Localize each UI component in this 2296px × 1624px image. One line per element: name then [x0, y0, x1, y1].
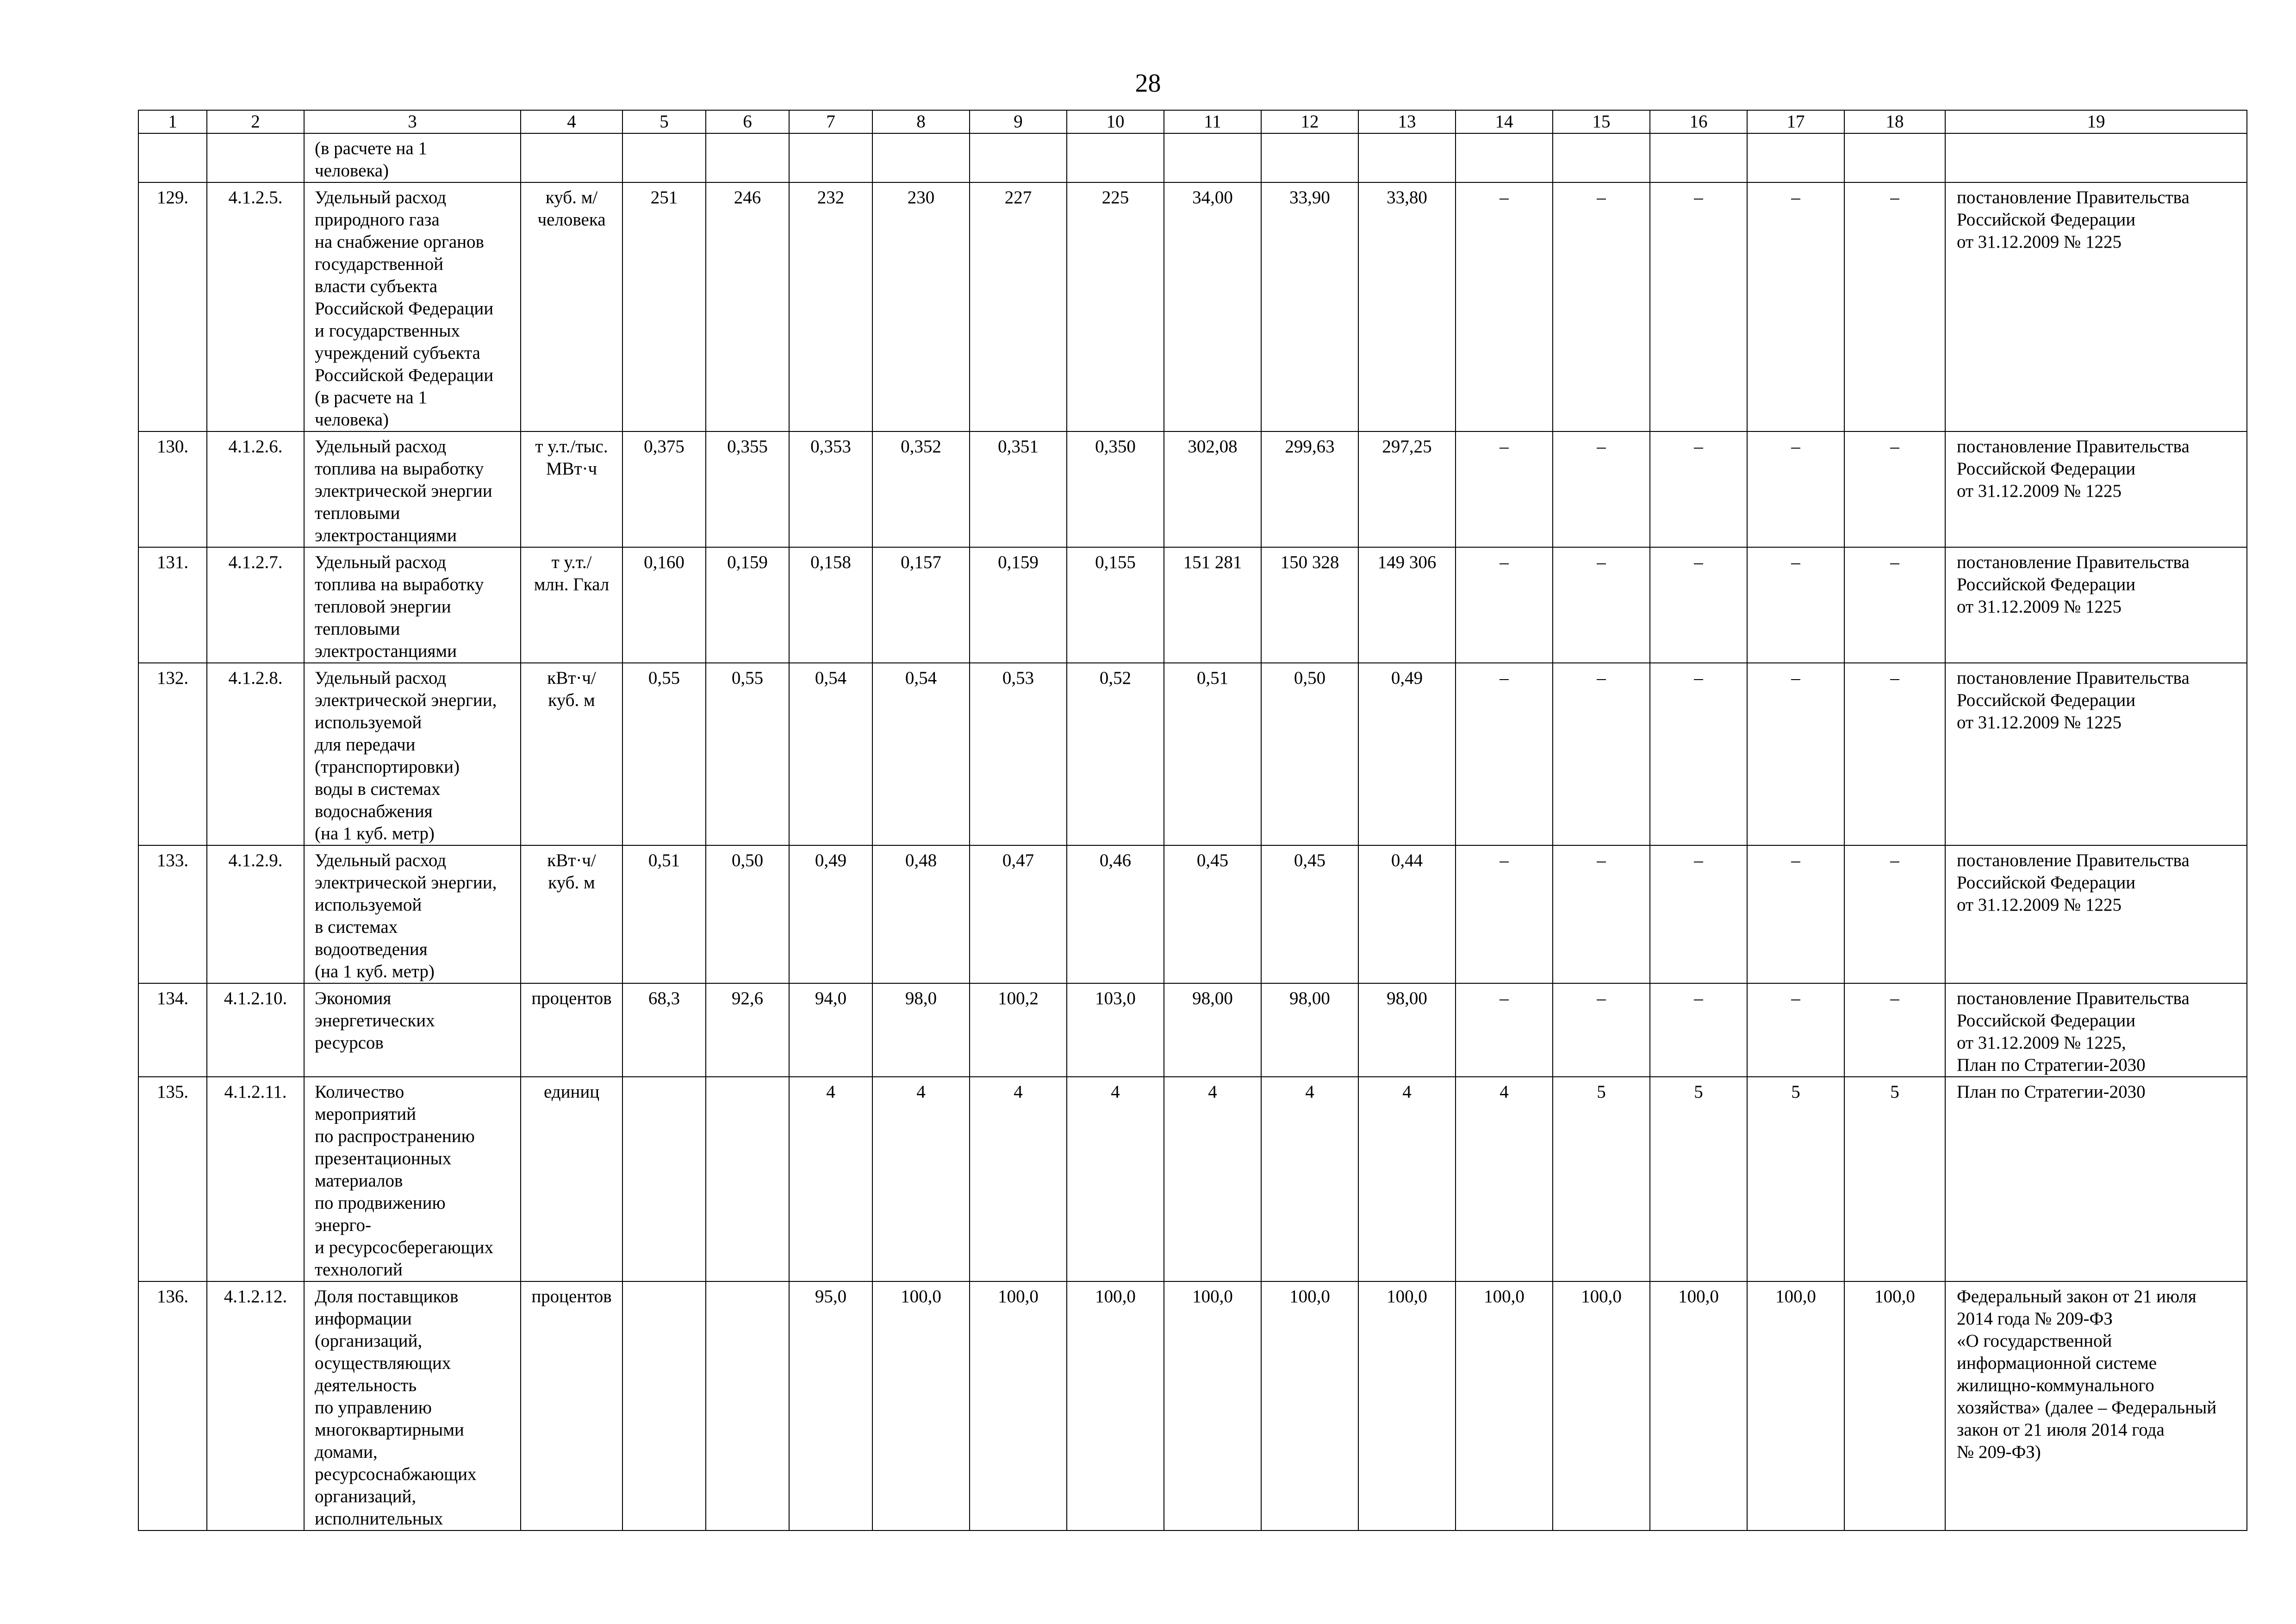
column-number-cell: 13 [1358, 110, 1456, 133]
value-cell: 98,00 [1164, 983, 1261, 1077]
value-cell: 0,44 [1358, 845, 1456, 983]
indicator-code-cell [207, 133, 304, 182]
indicator-code-cell: 4.1.2.6. [207, 431, 304, 547]
value-cell: 232 [789, 182, 872, 431]
row-number-cell: 134. [138, 983, 207, 1077]
value-cell: 100,0 [1747, 1281, 1844, 1530]
value-cell [789, 133, 872, 182]
unit-cell: кВт·ч/ куб. м [521, 663, 622, 845]
value-cell [1553, 133, 1650, 182]
source-cell: постановление Правительства Российской Федерации от 31.12.2009 № 1225 [1945, 845, 2247, 983]
value-cell: – [1844, 182, 1945, 431]
source-cell: постановление Правительства Российской Федерации от 31.12.2009 № 1225 [1945, 663, 2247, 845]
value-cell [706, 133, 789, 182]
value-cell: 0,159 [706, 547, 789, 663]
value-cell [1650, 133, 1747, 182]
table-row [138, 1281, 2247, 1530]
source-cell: План по Стратегии-2030 [1945, 1077, 2247, 1281]
row-number-cell [138, 133, 207, 182]
value-cell [1456, 133, 1553, 182]
value-cell: 0,46 [1067, 845, 1164, 983]
value-cell: 0,157 [872, 547, 970, 663]
value-cell: – [1553, 431, 1650, 547]
value-cell: 4 [1358, 1077, 1456, 1281]
value-cell: – [1650, 547, 1747, 663]
column-number-cell: 3 [304, 110, 521, 133]
column-number-cell: 19 [1945, 110, 2247, 133]
table-row [138, 663, 2247, 845]
value-cell [706, 1077, 789, 1281]
table-row [138, 431, 2247, 547]
value-cell: 0,55 [706, 663, 789, 845]
value-cell: 0,54 [872, 663, 970, 845]
value-cell: 0,45 [1164, 845, 1261, 983]
value-cell: 4 [1456, 1077, 1553, 1281]
value-cell: 98,00 [1358, 983, 1456, 1077]
value-cell: 92,6 [706, 983, 789, 1077]
indicator-code-cell: 4.1.2.9. [207, 845, 304, 983]
unit-cell: единиц [521, 1077, 622, 1281]
value-cell: – [1844, 845, 1945, 983]
value-cell: – [1456, 845, 1553, 983]
row-number-cell: 129. [138, 182, 207, 431]
value-cell [1747, 133, 1844, 182]
column-number-cell: 2 [207, 110, 304, 133]
value-cell: – [1747, 983, 1844, 1077]
source-cell: постановление Правительства Российской Федерации от 31.12.2009 № 1225 [1945, 431, 2247, 547]
value-cell: 150 328 [1261, 547, 1358, 663]
value-cell: 100,0 [1261, 1281, 1358, 1530]
value-cell: 33,80 [1358, 182, 1456, 431]
value-cell: 100,0 [1067, 1281, 1164, 1530]
unit-cell: т у.т./ млн. Гкал [521, 547, 622, 663]
value-cell: 100,0 [1358, 1281, 1456, 1530]
row-number-cell: 135. [138, 1077, 207, 1281]
column-number-cell: 4 [521, 110, 622, 133]
value-cell: 103,0 [1067, 983, 1164, 1077]
value-cell: – [1650, 182, 1747, 431]
value-cell [622, 1281, 706, 1530]
indicator-name-cell: Удельный расход электрической энергии, используемой для передачи (транспортировки) воды в системах водоснабжения (на 1 куб. метр) [304, 663, 521, 845]
unit-cell [521, 133, 622, 182]
indicator-code-cell: 4.1.2.10. [207, 983, 304, 1077]
source-cell: постановление Правительства Российской Федерации от 31.12.2009 № 1225 [1945, 547, 2247, 663]
value-cell: 151 281 [1164, 547, 1261, 663]
value-cell: – [1456, 182, 1553, 431]
column-number-cell: 10 [1067, 110, 1164, 133]
indicator-code-cell: 4.1.2.5. [207, 182, 304, 431]
value-cell: 246 [706, 182, 789, 431]
unit-cell: куб. м/ человека [521, 182, 622, 431]
indicator-name-cell: Удельный расход природного газа на снабжение органов государственной власти субъекта Российской Федерации и государственных учреждений субъекта Российской Федерации (в расчете на 1 человека) [304, 182, 521, 431]
table-row [138, 547, 2247, 663]
column-number-cell: 16 [1650, 110, 1747, 133]
column-number-cell: 14 [1456, 110, 1553, 133]
row-number-cell: 131. [138, 547, 207, 663]
value-cell: – [1650, 983, 1747, 1077]
value-cell: 0,50 [706, 845, 789, 983]
table-body [138, 110, 2247, 1530]
column-number-cell: 9 [970, 110, 1067, 133]
value-cell: 299,63 [1261, 431, 1358, 547]
indicator-name-cell: Удельный расход топлива на выработку тепловой энергии тепловыми электростанциями [304, 547, 521, 663]
indicator-name-cell: Экономия энергетических ресурсов [304, 983, 521, 1077]
value-cell: – [1456, 983, 1553, 1077]
value-cell: – [1747, 182, 1844, 431]
value-cell: 98,00 [1261, 983, 1358, 1077]
row-number-cell: 130. [138, 431, 207, 547]
column-number-cell: 15 [1553, 110, 1650, 133]
indicator-name-cell: Доля поставщиков информации (организаций, осуществляющих деятельность по управлению многоквартирными домами, ресурсоснабжающих организаций, исполнительных [304, 1281, 521, 1530]
value-cell [872, 133, 970, 182]
value-cell: – [1456, 663, 1553, 845]
row-number-cell: 132. [138, 663, 207, 845]
value-cell: 34,00 [1164, 182, 1261, 431]
value-cell: 225 [1067, 182, 1164, 431]
value-cell: – [1844, 547, 1945, 663]
indicator-name-cell: Удельный расход электрической энергии, используемой в системах водоотведения (на 1 куб. метр) [304, 845, 521, 983]
indicator-code-cell: 4.1.2.11. [207, 1077, 304, 1281]
value-cell: 0,49 [1358, 663, 1456, 845]
value-cell [1844, 133, 1945, 182]
value-cell: 230 [872, 182, 970, 431]
indicator-code-cell: 4.1.2.12. [207, 1281, 304, 1530]
value-cell: 100,0 [1844, 1281, 1945, 1530]
source-cell: постановление Правительства Российской Федерации от 31.12.2009 № 1225 [1945, 182, 2247, 431]
value-cell: – [1650, 663, 1747, 845]
indicator-name-cell: (в расчете на 1 человека) [304, 133, 521, 182]
value-cell: – [1650, 431, 1747, 547]
table-row [138, 182, 2247, 431]
value-cell: 302,08 [1164, 431, 1261, 547]
column-number-cell: 17 [1747, 110, 1844, 133]
value-cell: – [1553, 547, 1650, 663]
column-number-cell: 11 [1164, 110, 1261, 133]
value-cell: – [1844, 983, 1945, 1077]
value-cell: 100,0 [872, 1281, 970, 1530]
value-cell: 100,0 [1456, 1281, 1553, 1530]
value-cell [622, 1077, 706, 1281]
value-cell [970, 133, 1067, 182]
value-cell: – [1553, 983, 1650, 1077]
value-cell: 0,51 [622, 845, 706, 983]
value-cell: – [1747, 547, 1844, 663]
value-cell: 100,2 [970, 983, 1067, 1077]
indicator-code-cell: 4.1.2.8. [207, 663, 304, 845]
value-cell: 0,355 [706, 431, 789, 547]
value-cell: 0,50 [1261, 663, 1358, 845]
table-row [138, 133, 2247, 182]
value-cell: 0,351 [970, 431, 1067, 547]
value-cell: 0,155 [1067, 547, 1164, 663]
column-number-cell: 6 [706, 110, 789, 133]
value-cell: 0,47 [970, 845, 1067, 983]
value-cell: – [1456, 431, 1553, 547]
value-cell [1261, 133, 1358, 182]
value-cell: 68,3 [622, 983, 706, 1077]
value-cell: 4 [1164, 1077, 1261, 1281]
value-cell: 100,0 [1164, 1281, 1261, 1530]
row-number-cell: 136. [138, 1281, 207, 1530]
column-number-cell: 5 [622, 110, 706, 133]
indicator-code-cell: 4.1.2.7. [207, 547, 304, 663]
value-cell: 4 [1067, 1077, 1164, 1281]
value-cell: 5 [1747, 1077, 1844, 1281]
value-cell: 5 [1553, 1077, 1650, 1281]
value-cell: 0,375 [622, 431, 706, 547]
source-cell: Федеральный закон от 21 июля 2014 года № 209-ФЗ «О государственной информационной системе жилищно-коммунального хозяйства» (далее – Федеральный закон от 21 июля 2014 года № 209-ФЗ) [1945, 1281, 2247, 1530]
indicators-table [138, 110, 2247, 1531]
source-cell [1945, 133, 2247, 182]
page-number: 28 [1135, 69, 1161, 98]
column-number-cell: 18 [1844, 110, 1945, 133]
unit-cell: кВт·ч/ куб. м [521, 845, 622, 983]
value-cell [622, 133, 706, 182]
value-cell: 149 306 [1358, 547, 1456, 663]
value-cell: 0,45 [1261, 845, 1358, 983]
value-cell: – [1553, 845, 1650, 983]
value-cell: 100,0 [1650, 1281, 1747, 1530]
unit-cell: процентов [521, 1281, 622, 1530]
value-cell [1164, 133, 1261, 182]
value-cell: – [1844, 431, 1945, 547]
value-cell: 0,51 [1164, 663, 1261, 845]
value-cell: 0,49 [789, 845, 872, 983]
value-cell: 0,350 [1067, 431, 1164, 547]
column-number-cell: 7 [789, 110, 872, 133]
value-cell: 0,53 [970, 663, 1067, 845]
value-cell: – [1747, 845, 1844, 983]
value-cell [1358, 133, 1456, 182]
indicator-name-cell: Количество мероприятий по распространению презентационных материалов по продвижению энерго- и ресурсосберегающих технологий [304, 1077, 521, 1281]
value-cell: 4 [872, 1077, 970, 1281]
value-cell: – [1747, 431, 1844, 547]
value-cell: 5 [1650, 1077, 1747, 1281]
value-cell: 33,90 [1261, 182, 1358, 431]
value-cell: – [1844, 663, 1945, 845]
value-cell: 0,52 [1067, 663, 1164, 845]
value-cell: 4 [1261, 1077, 1358, 1281]
value-cell: 95,0 [789, 1281, 872, 1530]
table-row [138, 983, 2247, 1077]
value-cell: 94,0 [789, 983, 872, 1077]
value-cell: 227 [970, 182, 1067, 431]
value-cell: – [1553, 182, 1650, 431]
value-cell [1067, 133, 1164, 182]
value-cell: 297,25 [1358, 431, 1456, 547]
value-cell: 98,0 [872, 983, 970, 1077]
unit-cell: процентов [521, 983, 622, 1077]
value-cell: – [1747, 663, 1844, 845]
value-cell: 251 [622, 182, 706, 431]
column-number-row [138, 110, 2247, 133]
unit-cell: т у.т./тыс. МВт·ч [521, 431, 622, 547]
source-cell: постановление Правительства Российской Федерации от 31.12.2009 № 1225, План по Стратегии-2030 [1945, 983, 2247, 1077]
value-cell [706, 1281, 789, 1530]
value-cell: 0,54 [789, 663, 872, 845]
value-cell: 100,0 [1553, 1281, 1650, 1530]
value-cell: 5 [1844, 1077, 1945, 1281]
value-cell: 4 [789, 1077, 872, 1281]
value-cell: – [1650, 845, 1747, 983]
value-cell: 0,48 [872, 845, 970, 983]
value-cell: 0,159 [970, 547, 1067, 663]
column-number-cell: 12 [1261, 110, 1358, 133]
column-number-cell: 8 [872, 110, 970, 133]
column-number-cell: 1 [138, 110, 207, 133]
table-row [138, 1077, 2247, 1281]
value-cell: – [1553, 663, 1650, 845]
value-cell: 0,353 [789, 431, 872, 547]
value-cell: 0,158 [789, 547, 872, 663]
value-cell: 0,352 [872, 431, 970, 547]
table-row [138, 845, 2247, 983]
value-cell: 4 [970, 1077, 1067, 1281]
value-cell: 0,160 [622, 547, 706, 663]
row-number-cell: 133. [138, 845, 207, 983]
value-cell: 0,55 [622, 663, 706, 845]
value-cell: – [1456, 547, 1553, 663]
value-cell: 100,0 [970, 1281, 1067, 1530]
indicator-name-cell: Удельный расход топлива на выработку электрической энергии тепловыми электростанциями [304, 431, 521, 547]
